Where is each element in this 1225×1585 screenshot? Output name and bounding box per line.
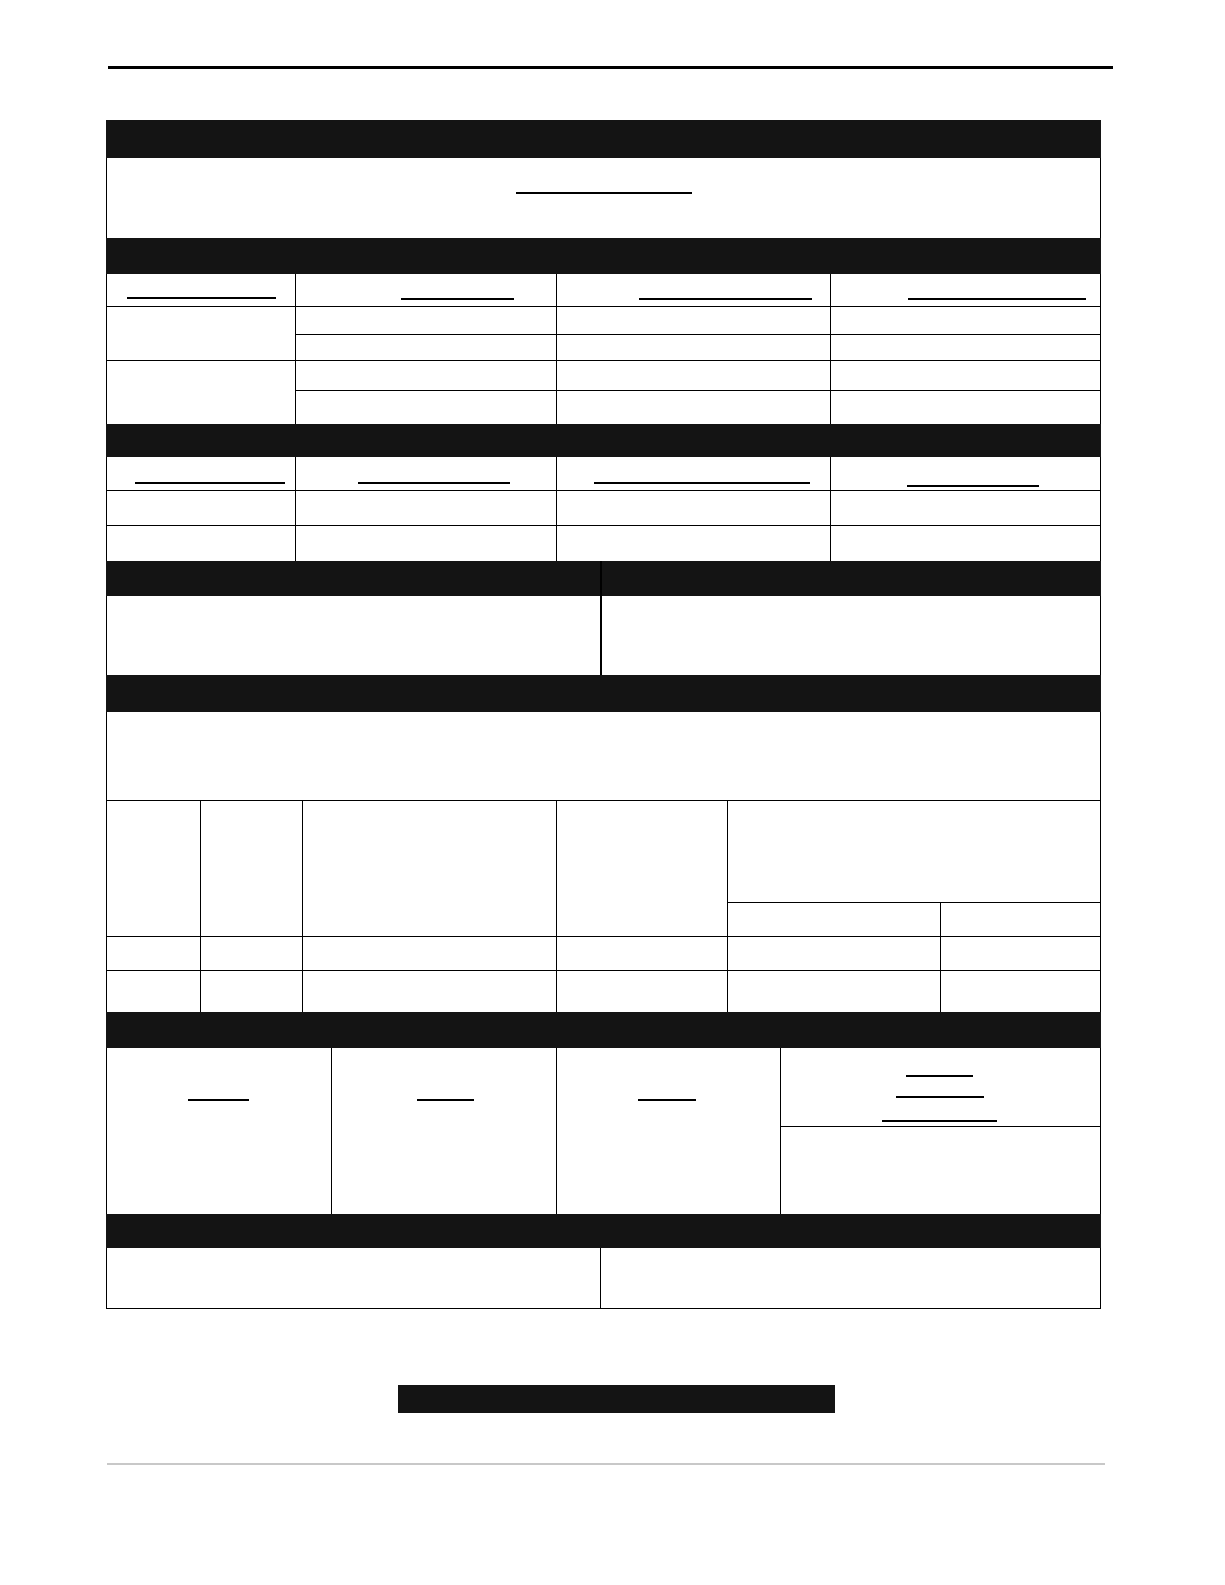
s2-col-divider-1	[295, 274, 296, 424]
s4-right-field[interactable]	[602, 596, 1100, 675]
s2-col-divider-3	[830, 274, 831, 424]
s3-header-underline-1	[135, 482, 285, 484]
s2-row-divider-2	[106, 360, 1101, 361]
s6-right-split	[780, 1126, 1101, 1127]
s5-col-divider-1	[200, 800, 201, 1012]
s6-underline-2	[417, 1099, 474, 1101]
top-rule	[108, 66, 1113, 69]
s6-underline-3	[638, 1099, 696, 1101]
s5-col-divider-4	[727, 800, 728, 1012]
s3-col-divider-3	[830, 457, 831, 561]
s3-row-divider-0	[106, 490, 1101, 491]
footer-bar	[398, 1385, 835, 1413]
section-header-bar-6	[106, 1012, 1101, 1048]
s2-header-underline-4	[908, 298, 1086, 300]
s6-col-divider-2	[556, 1048, 557, 1214]
s3-header-underline-4	[907, 485, 1039, 487]
s2-row-divider-1	[295, 334, 1101, 335]
s6-underline-5	[896, 1096, 984, 1098]
s3-col-divider-2	[556, 457, 557, 561]
title-underline	[516, 192, 692, 194]
section-header-bar-1	[106, 120, 1101, 158]
s2-header-underline-3	[639, 298, 812, 300]
s5-col-divider-3	[556, 800, 557, 1012]
s3-header-underline-3	[594, 482, 810, 484]
s6-col-divider-3	[780, 1048, 781, 1214]
s5-notes-field[interactable]	[107, 712, 1100, 800]
section-header-bar-2	[106, 238, 1101, 274]
s3-header-underline-2	[358, 482, 510, 484]
s7-right-field[interactable]	[601, 1248, 1100, 1308]
s5-col-divider-5	[940, 902, 941, 1012]
section-header-bar-4-left	[106, 561, 600, 596]
s3-row-divider-1	[106, 525, 1101, 526]
s3-col-divider-1	[295, 457, 296, 561]
s5-table-top	[106, 800, 1101, 801]
s5-subheader-divider	[727, 902, 1101, 903]
s5-col-divider-2	[302, 800, 303, 1012]
section-header-bar-3	[106, 424, 1101, 457]
s2-header-underline-1	[127, 297, 276, 299]
title-field[interactable]	[107, 158, 1100, 238]
section-header-bar-5	[106, 675, 1101, 712]
s2-row-divider-0	[106, 306, 1101, 307]
s5-row-divider-2	[106, 970, 1101, 971]
s6-underline-4	[906, 1075, 973, 1077]
s5-row-divider-1	[106, 936, 1101, 937]
s2-col-divider-2	[556, 274, 557, 424]
section-header-bar-7	[106, 1214, 1101, 1248]
section-header-bar-4-right	[602, 561, 1101, 596]
bottom-rule	[107, 1463, 1105, 1465]
s6-col-divider-1	[331, 1048, 332, 1214]
s6-underline-6	[882, 1120, 997, 1122]
s2-header-underline-2	[401, 298, 514, 300]
s7-left-field[interactable]	[107, 1248, 599, 1308]
s4-left-field[interactable]	[107, 596, 599, 675]
s2-row-divider-3	[295, 390, 1101, 391]
s6-underline-1	[188, 1099, 249, 1101]
